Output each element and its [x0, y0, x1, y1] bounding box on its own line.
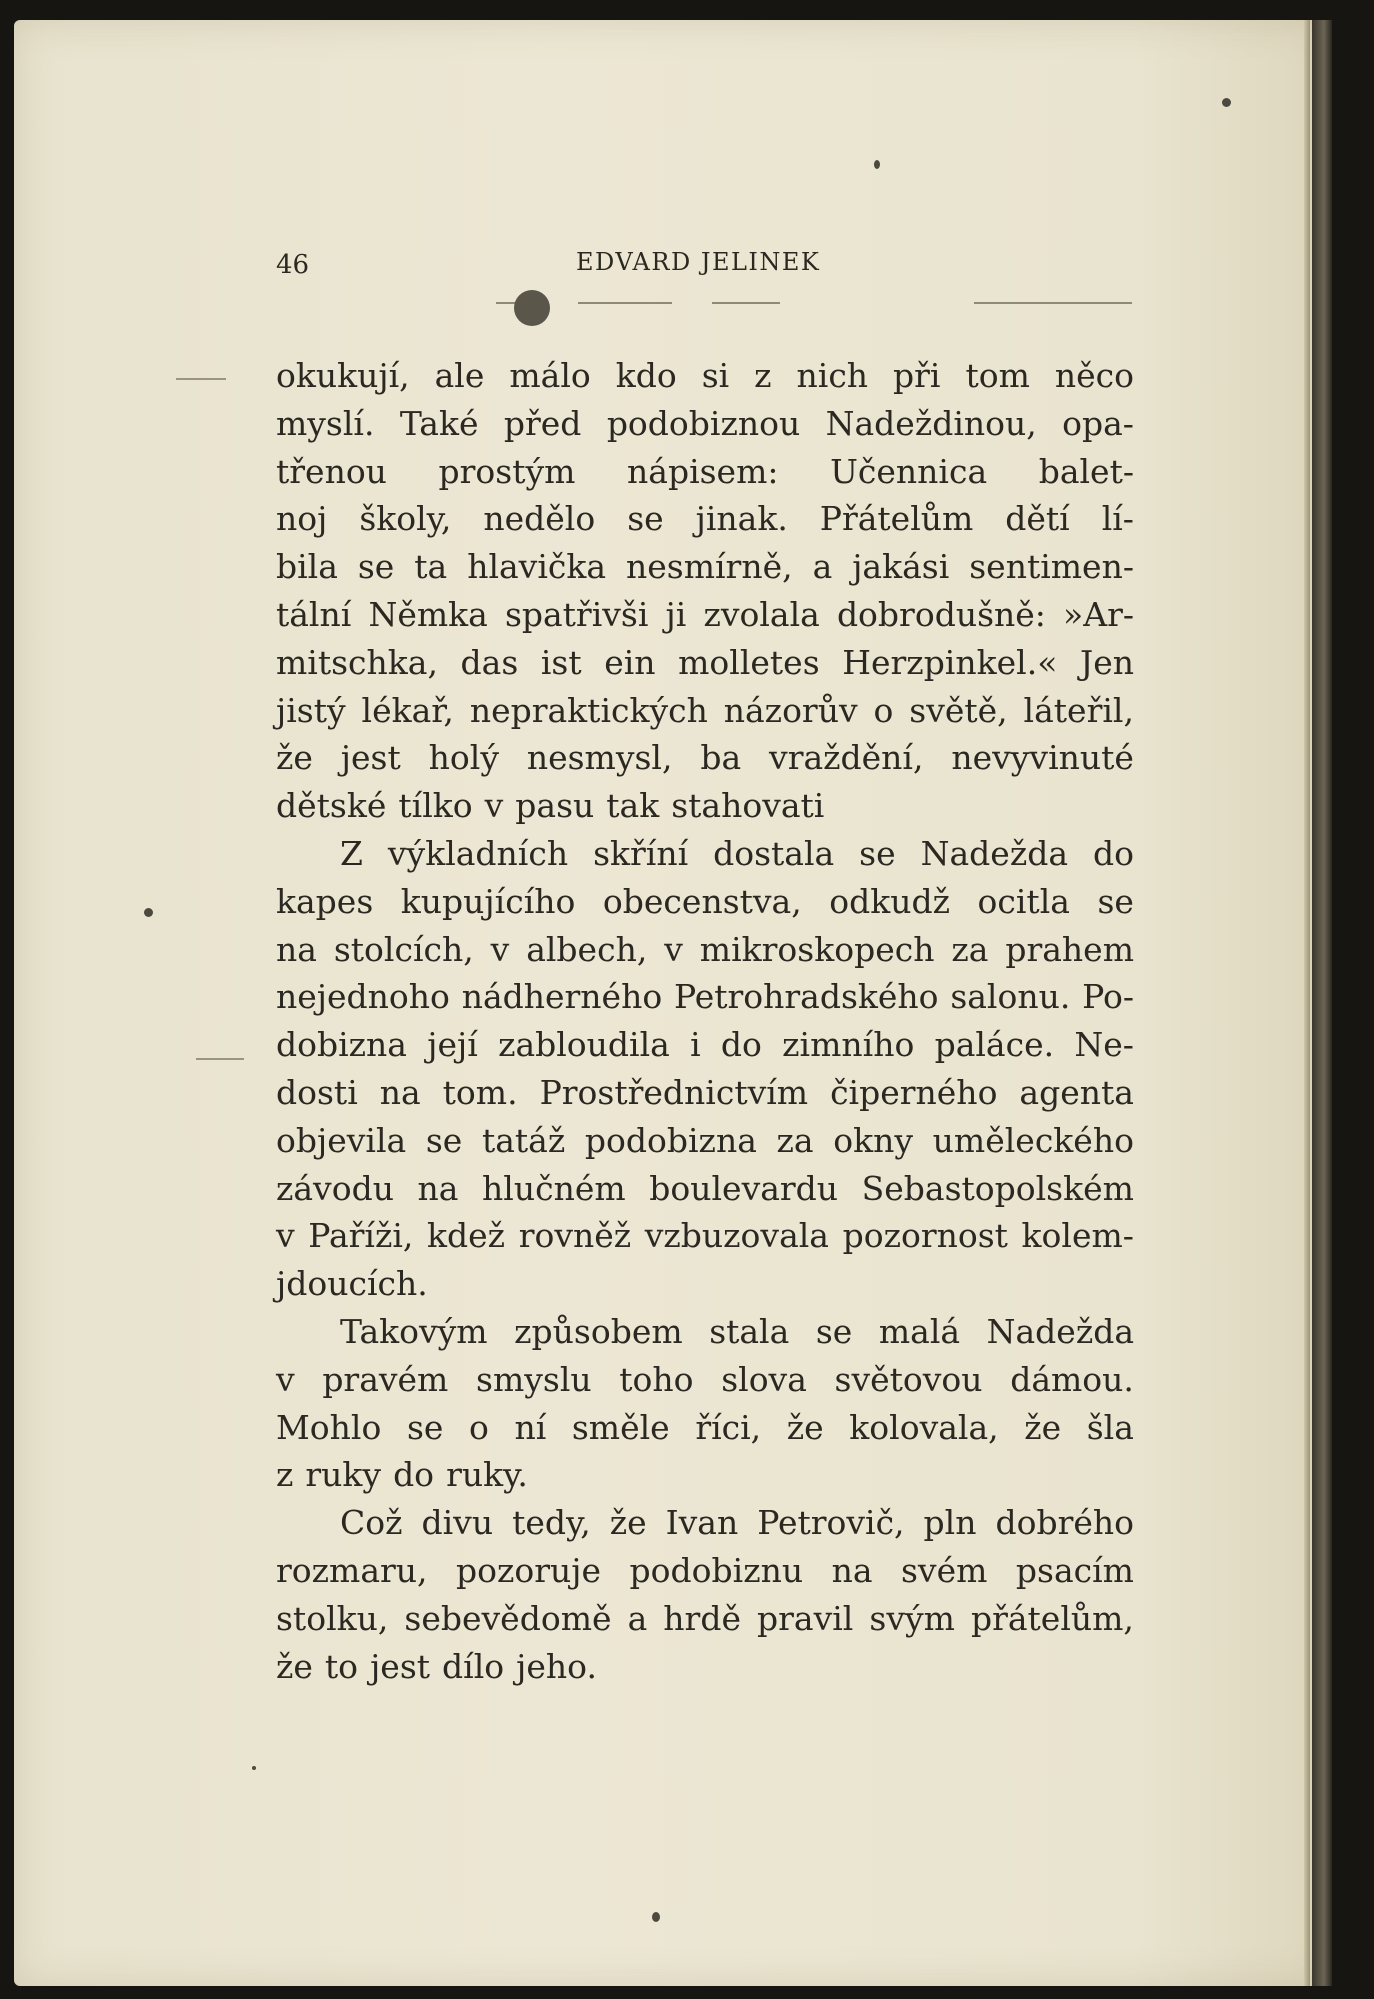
page-number: 46	[276, 250, 310, 280]
text-line: bila se ta hlavička nesmírně, a jakási sentimen-	[276, 547, 1134, 587]
text-line: Mohlo se o ní směle říci, že kolovala, že šla	[276, 1407, 1134, 1447]
margin-mark	[176, 378, 226, 380]
text-line: okukují, ale málo kdo si z nich při tom něco	[276, 356, 1134, 395]
text-line: dětské tílko v pasu tak stahovati	[276, 786, 825, 826]
text-line: v Paříži, kdež rovněž vzbuzovala pozornost kolem-	[276, 1216, 1134, 1256]
text-line: myslí. Také před podobiznou Nadeždinou, opa-	[276, 403, 1134, 443]
header-rule	[712, 302, 780, 304]
text-line: v pravém smyslu toho slova světovou dámou.	[276, 1359, 1134, 1399]
text-line: Což divu tedy, že Ivan Petrovič, pln dobrého	[340, 1503, 1134, 1543]
ink-speck	[652, 1912, 660, 1922]
ink-speck	[252, 1766, 256, 1770]
text-line: nejednoho nádherného Petrohradského salonu. Po-	[276, 977, 1134, 1017]
text-line: třenou prostým nápisem: Učennica balet-	[276, 451, 1134, 491]
text-line: Takovým způsobem stala se malá Nadežda	[340, 1311, 1134, 1351]
margin-mark	[196, 1058, 244, 1060]
text-line: Z výkladních skříní dostala se Nadežda do	[340, 833, 1134, 873]
ornament-dot	[514, 290, 550, 326]
header-rule	[974, 302, 1132, 304]
text-line: rozmaru, pozoruje podobiznu na svém psacím	[276, 1550, 1134, 1590]
text-line: tální Němka spatřivši ji zvolala dobrodušně: »Ar-	[276, 594, 1134, 634]
text-line: na stolcích, v albech, v mikroskopech za prahem	[276, 929, 1134, 969]
text-line: dosti na tom. Prostřednictvím čiperného agenta	[276, 1072, 1134, 1112]
text-line: jistý lékař, nepraktických názorův o světě, láteřil,	[276, 690, 1134, 730]
body-text	[276, 352, 1134, 1690]
text-line: stolku, sebevědomě a hrdě pravil svým přátelům,	[276, 1598, 1134, 1638]
page-header	[276, 244, 1136, 284]
text-line: kapes kupujícího obecenstva, odkudž ocitla se	[276, 881, 1134, 921]
text-line: jdoucích.	[276, 1264, 428, 1304]
text-line: že to jest dílo jeho.	[276, 1646, 597, 1686]
ink-speck	[1222, 98, 1231, 107]
book-spine-edge	[1312, 20, 1332, 1986]
text-line: mitschka, das ist ein molletes Herzpinkel.« Jen	[276, 642, 1134, 682]
text-line: z ruky do ruky.	[276, 1455, 528, 1495]
header-rule	[578, 302, 672, 304]
text-line: dobizna její zabloudila i do zimního paláce. Ne-	[276, 1025, 1134, 1065]
ink-speck	[144, 908, 153, 917]
text-line: noj školy, nedělo se jinak. Přátelům dětí lí-	[276, 499, 1134, 539]
page-edge	[1304, 20, 1310, 1986]
running-head: EDVARD JELINEK	[576, 248, 821, 276]
text-line: závodu na hlučném boulevardu Sebastopolském	[276, 1168, 1134, 1208]
text-line: že jest holý nesmysl, ba vraždění, nevyvinuté	[276, 738, 1134, 778]
text-line: objevila se tatáž podobizna za okny uměleckého	[276, 1120, 1134, 1160]
ink-speck	[874, 160, 880, 169]
